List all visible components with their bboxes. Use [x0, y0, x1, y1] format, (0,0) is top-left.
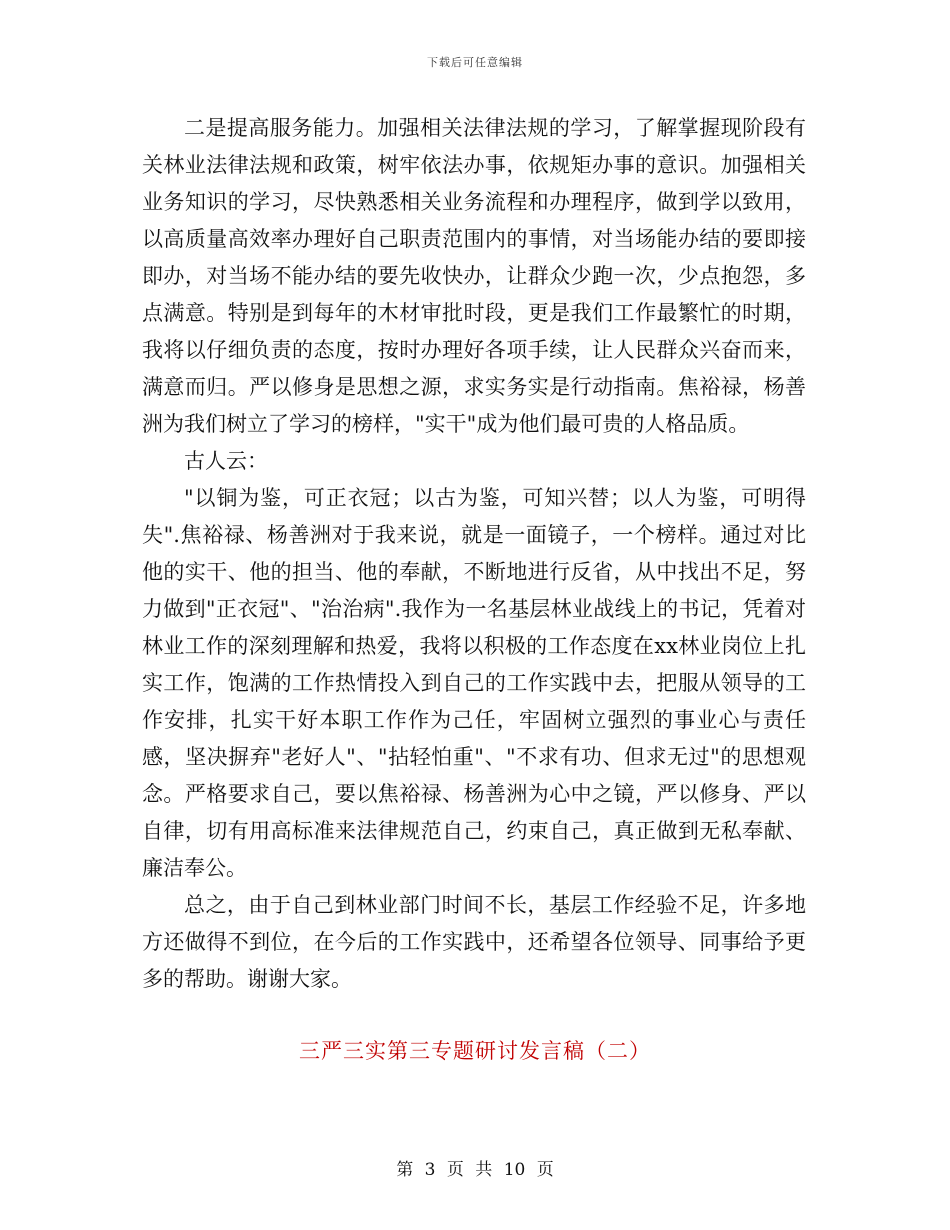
- document-body: [142, 110, 806, 998]
- paragraph-service-ability: 二是提高服务能力。加强相关法律法规的学习，了解掌握现阶段有关林业法律法规和政策，树牢依法办事，依规矩办事的意识。加强相关业务知识的学习，尽快熟悉相关业务流程和办理程序，做到学以致用，以高质量高效率办理好自己职责范围内的事情，对当场能办结的要即接即办，对当场不能办结的要先收快办，让群众少跑一次，少点抱怨，多点满意。特别是到每年的木材审批时段，更是我们工作最繁忙的时期，我将以仔细负责的态度，按时办理好各项手续，让人民群众兴奋而来，满意而归。严以修身是思想之源，求实务实是行动指南。焦裕禄，杨善洲为我们树立了学习的榜样，"实干"成为他们最可贵的人格品质。: [142, 116, 806, 436]
- page-number-footer: 第 3 页 共 10 页: [396, 1160, 554, 1180]
- page-header: 下载后可任意编辑: [427, 56, 523, 69]
- section-title: 三严三实第三专题研讨发言稿（二）: [299, 1039, 651, 1063]
- paragraph-mirror-quote: "以铜为鉴，可正衣冠；以古为鉴，可知兴替；以人为鉴，可明得失".焦裕禄、杨善洲对于我来说，就是一面镜子，一个榜样。通过对比他的实干、他的担当、他的奉献，不断地进行反省，从中找出不足，努力做到"正衣冠"、"治治病".我作为一名基层林业战线上的书记，凭着对林业工作的深刻理解和热爱，我将以积极的工作态度在xx林业岗位上扎实工作，饱满的工作热情投入到自己的工作实践中去，把服从领导的工作安排，扎实干好本职工作作为己任，牢固树立强烈的事业心与责任感，坚决摒弃"老好人"、"拈轻怕重"、"不求有功、但求无过"的思想观念。严格要求自己，要以焦裕禄、杨善洲为心中之镜，严以修身、严以自律，切有用高标准来法律规范自己，约束自己，真正做到无私奉献、廉洁奉公。: [142, 486, 806, 880]
- paragraph-conclusion: 总之，由于自己到林业部门时间不长，基层工作经验不足，许多地方还做得不到位，在今后的工作实践中，还希望各位领导、同事给予更多的帮助。谢谢大家。: [142, 893, 806, 991]
- paragraph-ancient-saying-intro: 古人云：: [184, 449, 268, 473]
